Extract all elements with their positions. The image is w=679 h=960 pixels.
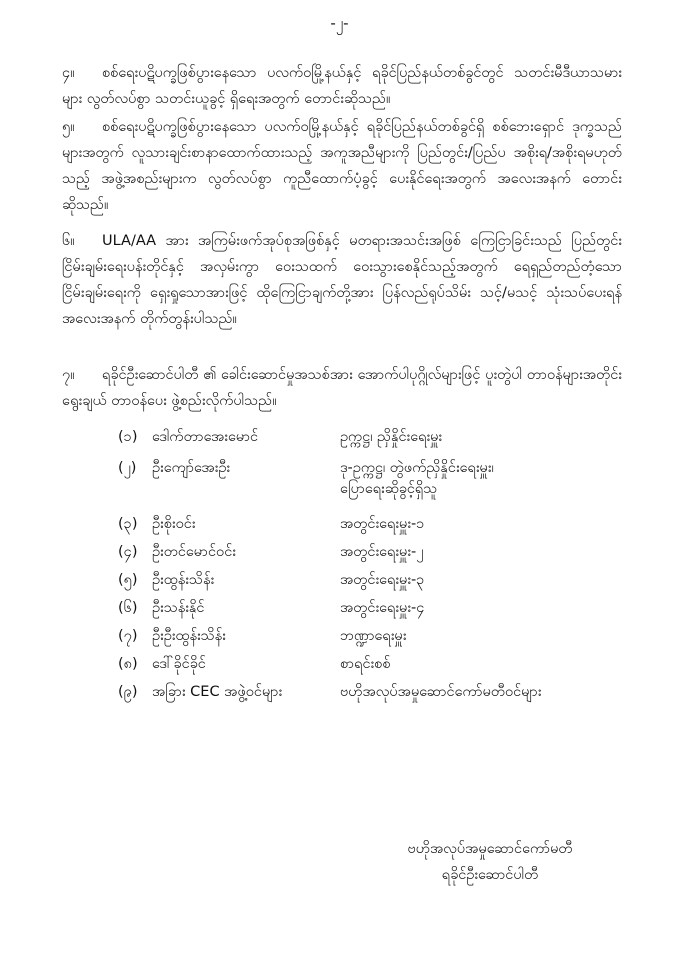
member-role: အတွင်းရေးမှူး-၃ [340, 572, 425, 588]
signature-party: ရခိုင်ဦးဆောင်ပါတီ [441, 867, 539, 883]
member-role: ဘဏ္ဍာရေးမှူး [340, 628, 407, 644]
paragraph-4 [62, 60, 622, 112]
member-name: ဒေါ်ခိုင်ခိုင် [152, 656, 206, 672]
member-name: အခြား CEC အဖွဲ့ဝင်များ [152, 684, 283, 700]
member-name: ဦးစိုးဝင်း [152, 516, 196, 532]
paragraph-number: ၇။ [62, 367, 75, 383]
page-number: -၂- [330, 14, 349, 32]
member-role-line2: ပြောရေးဆိုခွင့်ရှိသူ [340, 481, 438, 497]
member-role: အတွင်းရေးမှူး-၁ [340, 516, 425, 532]
member-role: ဗဟိုအလုပ်အမှုဆောင်ကော်မတီဝင်များ [340, 684, 542, 700]
list-item [118, 627, 638, 655]
member-role-line1: ဒု-ဥက္ကဋ္ဌ၊ တွဲဖက်ညှိနှိုင်းရေးမှူး၊ [340, 460, 494, 476]
leadership-list [118, 428, 638, 711]
member-role: အတွင်းရေးမှူး-၄ [340, 600, 425, 616]
paragraph-text: ULA/AA အား အကြမ်းဖက်အုပ်စုအဖြစ်နှင့် မတရားအသင်းအဖြစ် ကြေငြာခြင်းသည် ပြည်တွင်းငြိမ်းချမ်းရေးပန်းတိုင်နှင့် အလှမ်းကွာ ဝေးသထက် ဝေးသွားစေနိုင်သည့်အတွက် ရေရှည်တည်တံ့သော ငြိမ်းချမ်းရေးကို ရှေးရှုသောအားဖြင့် ထိုကြေငြာချက်တို့အား ပြန်လည်ရုပ်သိမ်း သင့်/မသင့် သုံးသပ်ပေးရန် အလေးအနက် တိုက်တွန်းပါသည်။ [62, 233, 622, 327]
member-name: ဦးသန်းနိုင် [152, 600, 205, 616]
paragraph-6 [62, 228, 622, 332]
list-item [118, 515, 638, 543]
member-name: ဦးကျော်အေးဦး [152, 460, 231, 476]
paragraph-text: ရခိုင်ဦးဆောင်ပါတီ ၏ ခေါင်းဆောင်မှုအသစ်အား အောက်ပါပုဂ္ဂိုလ်များဖြင့် ပူးတွဲပါ တာဝန်များအတိုင်း ရွေးချယ် တာဝန်ပေး ဖွဲ့စည်းလိုက်ပါသည်။ [62, 367, 622, 409]
list-item [118, 599, 638, 627]
paragraph-text: စစ်ရေးပဋိပက္ခဖြစ်ပွားနေသော ပလက်ဝမြို့နယ်နှင့် ရခိုင်ပြည်နယ်တစ်ခွင်တွင် သတင်းမီဒီယာသမားများ လွတ်လပ်စွာ သတင်းယူခွင့် ရှိရေးအတွက် တောင်းဆိုသည်။ [62, 65, 622, 107]
list-item [118, 571, 638, 599]
member-index: (၇) [118, 628, 138, 644]
member-index: (၈) [118, 656, 138, 672]
member-index: (၄) [118, 544, 138, 560]
list-item [118, 683, 638, 711]
member-name: ဦးတင်မောင်ဝင်း [152, 544, 236, 560]
paragraph-text: စစ်ရေးပဋိပက္ခဖြစ်ပွားနေသော ပလက်ဝမြို့နယ်နှင့် ရခိုင်ပြည်နယ်တစ်ခွင်ရှိ စစ်ဘေးရှောင် ဒုက္ခသည်များအတွက် လူသားချင်းစာနာထောက်ထားသည့် အကူအညီများကို ပြည်တွင်း/ပြည်ပ အစိုးရ/အစိုးရမဟုတ်သည့် အဖွဲ့အစည်းများက လွတ်လပ်စွာ ကူညီထောက်ပံ့ခွင့် ပေးနိုင်ရေးအတွက် အလေးအနက် တောင်းဆိုသည်။ [62, 119, 622, 213]
member-index: (၃) [118, 516, 138, 532]
list-item [118, 655, 638, 683]
paragraph-number: ၄။ [62, 65, 75, 81]
member-role: စာရင်းစစ် [340, 656, 391, 672]
signature-committee: ဗဟိုအလုပ်အမှုဆောင်ကော်မတီ [407, 841, 573, 857]
paragraph-7 [62, 362, 622, 414]
paragraph-number: ၆။ [62, 233, 75, 249]
member-name: ဦးထွန်းသိန်း [152, 572, 215, 588]
member-index: (၁) [118, 429, 138, 445]
member-name: ဦးဦးထွန်းသိန်း [152, 628, 226, 644]
member-index: (၆) [118, 600, 138, 616]
list-item [118, 459, 638, 515]
list-item [118, 543, 638, 571]
list-item [118, 428, 638, 459]
member-role: ဥက္ကဋ္ဌ၊ ညှိနှိုင်းရေးမှူး [340, 429, 443, 445]
member-role: အတွင်းရေးမှူး-၂ [340, 544, 424, 560]
paragraph-5 [62, 114, 622, 218]
member-index: (၂) [118, 460, 137, 476]
member-index: (၉) [118, 684, 138, 700]
paragraph-number: ၅။ [62, 119, 75, 135]
member-role [340, 459, 638, 501]
member-name: ဒေါက်တာအေးမောင် [152, 429, 259, 445]
member-index: (၅) [118, 572, 138, 588]
